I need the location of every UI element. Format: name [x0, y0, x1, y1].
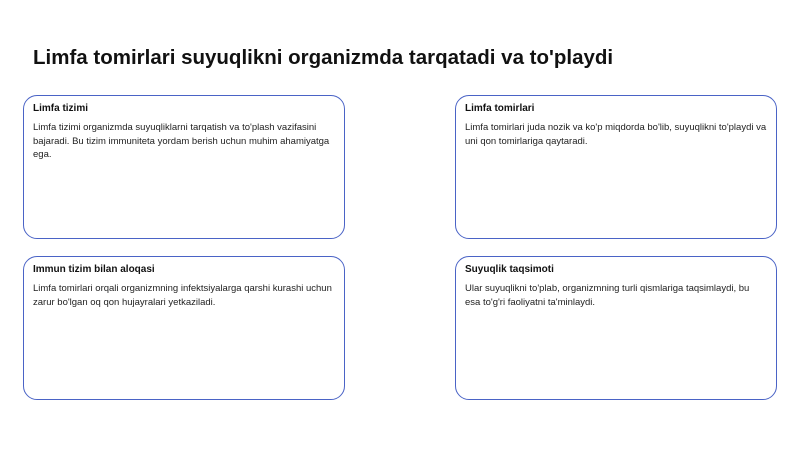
slide-title: Limfa tomirlari suyuqlikni organizmda tarqatadi va to'playdi [33, 46, 614, 69]
card-immun-tizim [23, 256, 345, 400]
card-limfa-tomirlari [455, 95, 777, 239]
card-title: Immun tizim bilan aloqasi [33, 264, 155, 275]
card-text: Ular suyuqlikni to'plab, organizmning turli qismlariga taqsimlaydi, bu esa to'g'ri faoliyatni ta'minlaydi. [465, 283, 750, 308]
card-limfa-tizimi [23, 95, 345, 239]
card-title: Suyuqlik taqsimoti [465, 264, 554, 275]
card-title: Limfa tizimi [33, 103, 89, 114]
card-text: Limfa tomirlari juda nozik va ko'p miqdorda bo'lib, suyuqlikni to'playdi va uni qon tomirlariga qaytaradi. [465, 122, 767, 147]
card-title: Limfa tomirlari [465, 103, 535, 114]
card-suyuqlik-taqsimoti [455, 256, 777, 400]
card-text: Limfa tomirlari orqali organizmning infektsiyalarga qarshi kurashi uchun zarur bo'lgan oq qon hujayralari yetkaziladi. [33, 283, 332, 308]
card-text: Limfa tizimi organizmda suyuqliklarni tarqatish va to'plash vazifasini bajaradi. Bu tizim immuniteta yordam berish uchun muhim ahamiyatga ega. [33, 122, 330, 160]
